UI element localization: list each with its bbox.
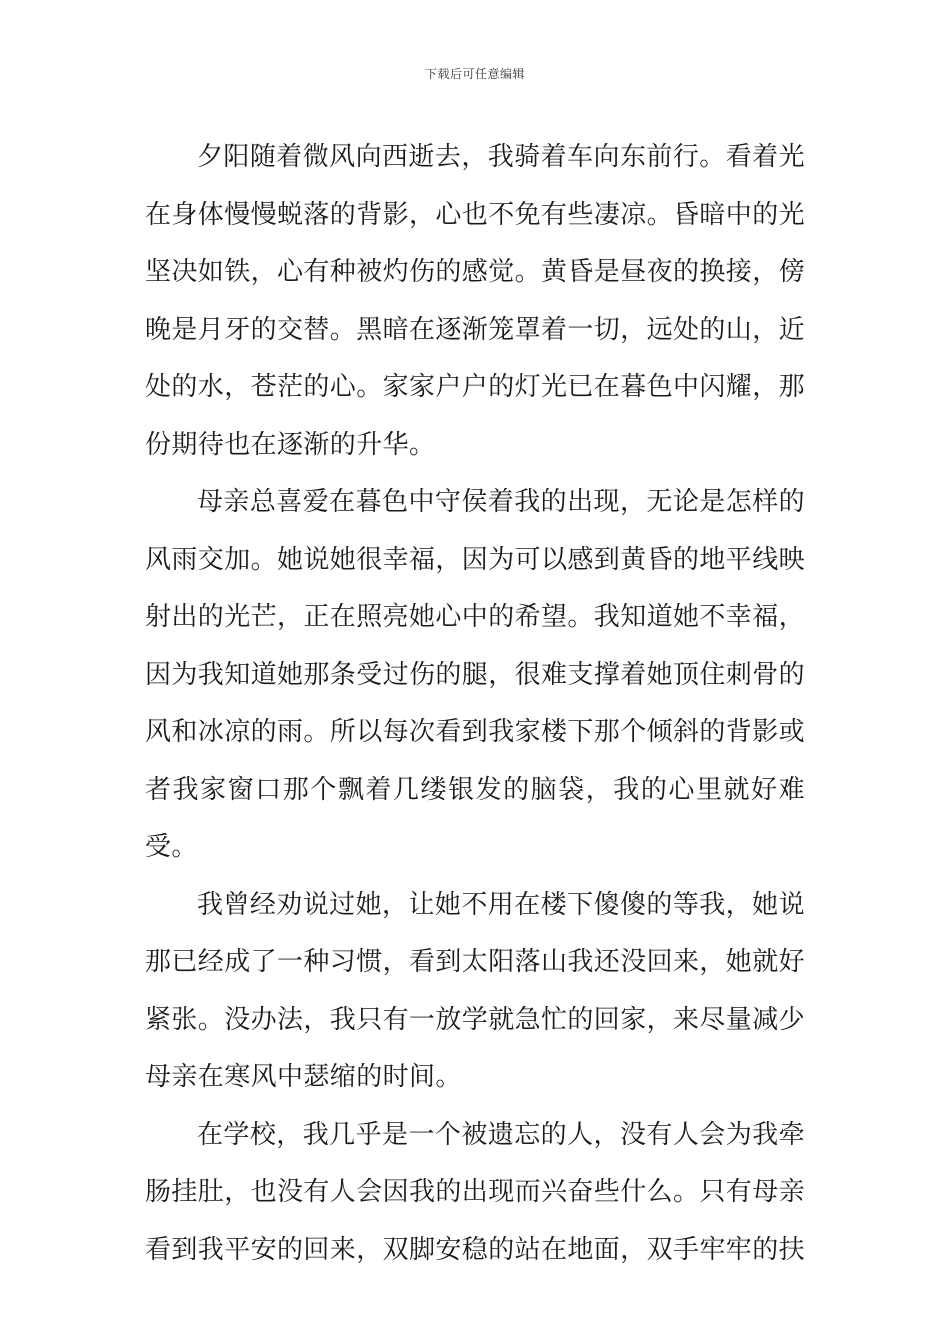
page-header-note: 下载后可任意编辑 [424, 67, 525, 81]
paragraph: 夕阳随着微风向西逝去，我骑着车向东前行。看着光在身体慢慢蜕落的背影，心也不免有些凄凉。昏暗中的光坚决如铁，心有种被灼伤的感觉。黄昏是昼夜的换接，傍晚是月牙的交替。黑暗在逐渐笼罩着一切，远处的山，近处的水，苍茫的心。家家户户的灯光已在暮色中闪耀，那份期待也在逐渐的升华。 [145, 142, 806, 460]
document-body [145, 129, 805, 1279]
paragraph: 在学校，我几乎是一个被遗忘的人，没有人会为我牵肠挂肚，也没有人会因我的出现而兴奋些什么。只有母亲看到我平安的回来，双脚安稳的站在地面，双手牢牢的扶 [145, 1119, 806, 1265]
paragraph: 母亲总喜爱在暮色中守侯着我的出现，无论是怎样的风雨交加。她说她很幸福，因为可以感到黄昏的地平线映射出的光芒，正在照亮她心中的希望。我知道她不幸福，因为我知道她那条受过伤的腿，很难支撑着她顶住刺骨的风和冰凉的雨。所以每次看到我家楼下那个倾斜的背影或者我家窗口那个飘着几缕银发的脑袋，我的心里就好难受。 [145, 487, 806, 862]
paragraph: 我曾经劝说过她，让她不用在楼下傻傻的等我，她说那已经成了一种习惯，看到太阳落山我还没回来，她就好紧张。没办法，我只有一放学就急忙的回家，来尽量减少母亲在寒风中瑟缩的时间。 [145, 889, 806, 1092]
